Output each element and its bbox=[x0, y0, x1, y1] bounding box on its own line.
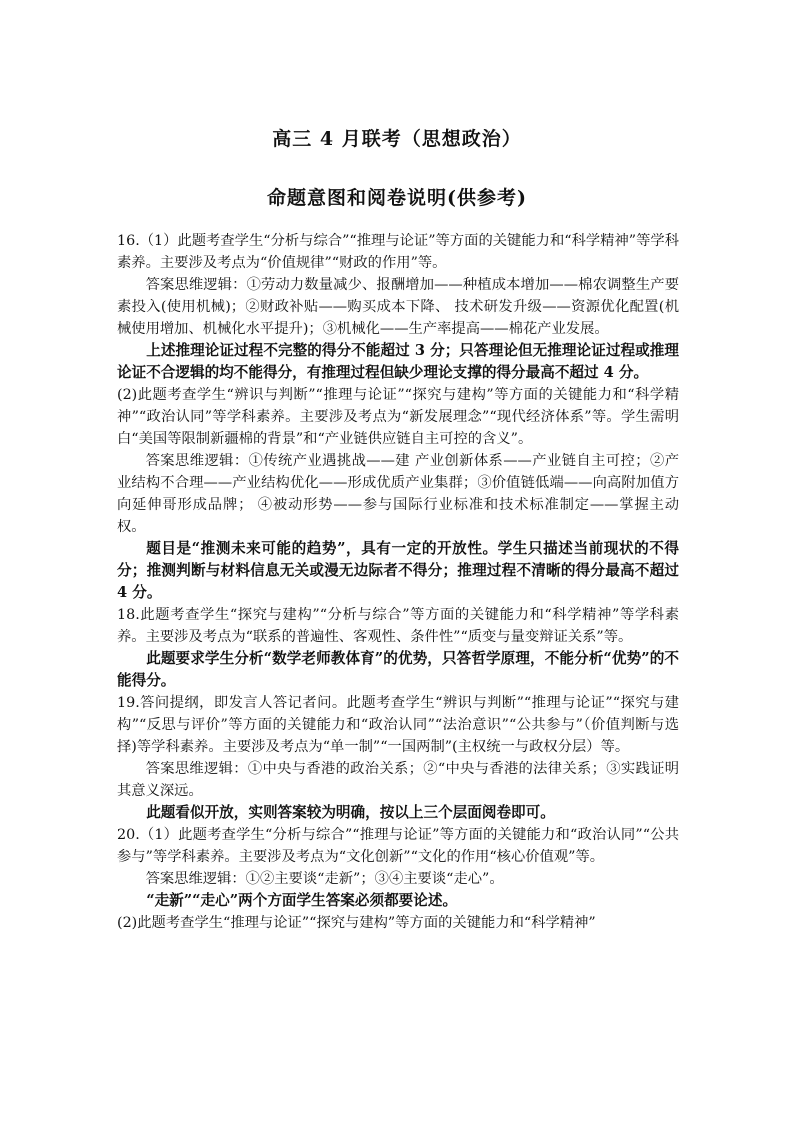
paragraph-q20-1-intro: 20.（1）此题考查学生“分析与综合”“推理与论证”等方面的关键能力和“政治认同”“公共参与”等学科素养。主要涉及考点为“文化创新”“文化的作用“核心价值观”等。 bbox=[117, 827, 679, 865]
paragraph-q18-scoring: 此题要求学生分析“数学老师教体育”的优势，只答哲学原理，不能分析“优势”的不能得分。 bbox=[117, 650, 679, 689]
document-subtitle: 命题意图和阅卷说明(供参考) bbox=[267, 187, 527, 209]
document-title: 高三 4 月联考（思想政治） bbox=[272, 128, 522, 150]
paragraph-q19-intro: 19.答问提纲，即发言人答记者问。此题考查学生“辨识与判断”“推理与论证”“探究与建构”“反思与评价”等方面的关键能力和“政治认同”“法治意识”“公共参与”（价值判断与选择)等学科素养。主要涉及考点为“单一制”“一国两制”(主权统一与政权分层）等。 bbox=[117, 695, 679, 755]
paragraph-q16-2-scoring: 题目是“推测未来可能的趋势”，具有一定的开放性。学生只描述当前现状的不得分；推测判断与材料信息无关或漫无边际者不得分；推理过程不清晰的得分最高不超过 4 分。 bbox=[117, 540, 679, 601]
paragraph-q16-1-intro: 16.（1）此题考查学生“分析与综合”“推理与论证”等方面的关键能力和“科学精神”等学科素养。主要涉及考点为“价值规律”“财政的作用”等。 bbox=[117, 233, 679, 271]
paragraph-q18-intro: 18.此题考查学生“探究与建构”“分析与综合”等方面的关键能力和“科学精神”等学科素养。主要涉及考点为“联系的普遍性、客观性、条件性”“质变与量变辩证关系”等。 bbox=[117, 607, 679, 645]
paragraph-q19-logic: 答案思维逻辑：①中央与香港的政治关系；②“中央与香港的法律关系；③实践证明其意义深远。 bbox=[117, 761, 679, 799]
document-body bbox=[117, 230, 679, 934]
paragraph-q16-1-scoring: 上述推理论证过程不完整的得分不能超过 3 分；只答理论但无推理论证过程或推理论证不合逻辑的均不能得分，有推理过程但缺少理论支撑的得分最高不超过 4 分。 bbox=[117, 342, 679, 381]
paragraph-q16-2-logic: 答案思维逻辑：①传统产业遇挑战——建 产业创新体系——产业链自主可控；②产业结构不合理——产业结构优化——形成优质产业集群；③价值链低端——向高附加值方向延伸哥形成品牌； ④被动形势——参与国际行业标准和技术标准制定——掌握主动权。 bbox=[117, 453, 679, 535]
paragraph-q16-1-logic: 答案思维逻辑：①劳动力数量减少、报酬增加——种植成本增加——棉农调整生产要素投入(使用机械)；②财政补贴——购买成本下降、 技术研发升级——资源优化配置(机械使用增加、机械化水平提升)；③机械化——生产率提高——棉花产业发展。 bbox=[117, 277, 679, 337]
paragraph-q16-2-intro: (2)此题考查学生“辨识与判断”“推理与论证”“探究与建构”等方面的关键能力和“科学精神”“政治认同”等学科素养。主要涉及考点为“新发展理念”“现代经济体系”等。学生需明白“美国等限制新疆棉的背景”和“产业链供应链自主可控的含义”。 bbox=[117, 387, 679, 447]
paragraph-q20-1-logic: 答案思维逻辑：①②主要谈“走新”；③④主要谈“走心”。 bbox=[145, 871, 504, 887]
paragraph-q20-2-intro: (2)此题考查学生“推理与论证”“探究与建构”等方面的关键能力和“科学精神” bbox=[117, 915, 596, 931]
paragraph-q20-1-scoring: “走新”“走心”两个方面学生答案必须都要论述。 bbox=[146, 892, 458, 909]
paragraph-q19-scoring: 此题看似开放，实则答案较为明确，按以上三个层面阅卷即可。 bbox=[146, 804, 555, 821]
